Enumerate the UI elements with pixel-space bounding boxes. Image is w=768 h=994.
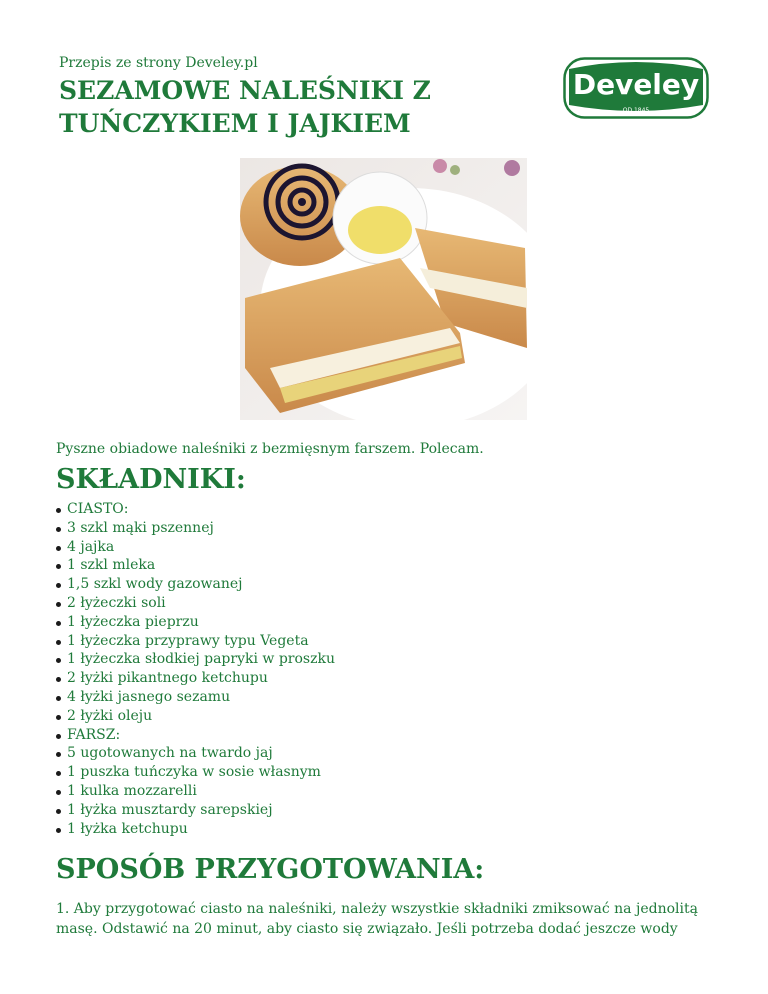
list-item: 2 łyżeczki soli bbox=[56, 594, 335, 613]
preparation-heading: SPOSÓB PRZYGOTOWANIA: bbox=[56, 854, 485, 885]
list-item: 1 szkl mleka bbox=[56, 556, 335, 575]
preparation-step: 1. Aby przygotować ciasto na naleśniki, należy wszystkie składniki zmiksować na jednolitą masę. Odstawić na 20 minut, aby ciasto się związało. Jeśli potrzeba dodać jeszcze wody bbox=[56, 901, 698, 937]
list-item: 1 łyżeczka słodkiej papryki w proszku bbox=[56, 650, 335, 669]
develey-logo bbox=[563, 57, 709, 119]
list-item: 5 ugotowanych na twardo jaj bbox=[56, 744, 335, 763]
list-item: 1 puszka tuńczyka w sosie własnym bbox=[56, 763, 335, 782]
list-item: FARSZ: bbox=[56, 726, 335, 745]
list-item: 2 łyżki oleju bbox=[56, 707, 335, 726]
recipe-photo bbox=[240, 158, 527, 420]
ingredients-list bbox=[56, 500, 335, 838]
list-item: 2 łyżki pikantnego ketchupu bbox=[56, 669, 335, 688]
list-item: 1 łyżeczka przyprawy typu Vegeta bbox=[56, 632, 335, 651]
list-item: 4 łyżki jasnego sezamu bbox=[56, 688, 335, 707]
list-item: 1 łyżeczka pieprzu bbox=[56, 613, 335, 632]
recipe-title: SEZAMOWE NALEŚNIKI Z TUŃCZYKIEM I JAJKIEM bbox=[59, 76, 431, 138]
list-item: 1 kulka mozzarelli bbox=[56, 782, 335, 801]
ingredients-heading: SKŁADNIKI: bbox=[56, 464, 246, 495]
list-item: 1 łyżka ketchupu bbox=[56, 820, 335, 839]
list-item: 1 łyżka musztardy sarepskiej bbox=[56, 801, 335, 820]
logo-tagline: OD 1845 bbox=[622, 107, 650, 114]
list-item: 1,5 szkl wody gazowanej bbox=[56, 575, 335, 594]
list-item: CIASTO: bbox=[56, 500, 335, 519]
source-line: Przepis ze strony Develey.pl bbox=[59, 55, 258, 71]
recipe-intro: Pyszne obiadowe naleśniki z bezmięsnym farszem. Polecam. bbox=[56, 441, 484, 457]
logo-brand: Develey bbox=[572, 68, 700, 101]
list-item: 3 szkl mąki pszennej bbox=[56, 519, 335, 538]
list-item: 4 jajka bbox=[56, 538, 335, 557]
